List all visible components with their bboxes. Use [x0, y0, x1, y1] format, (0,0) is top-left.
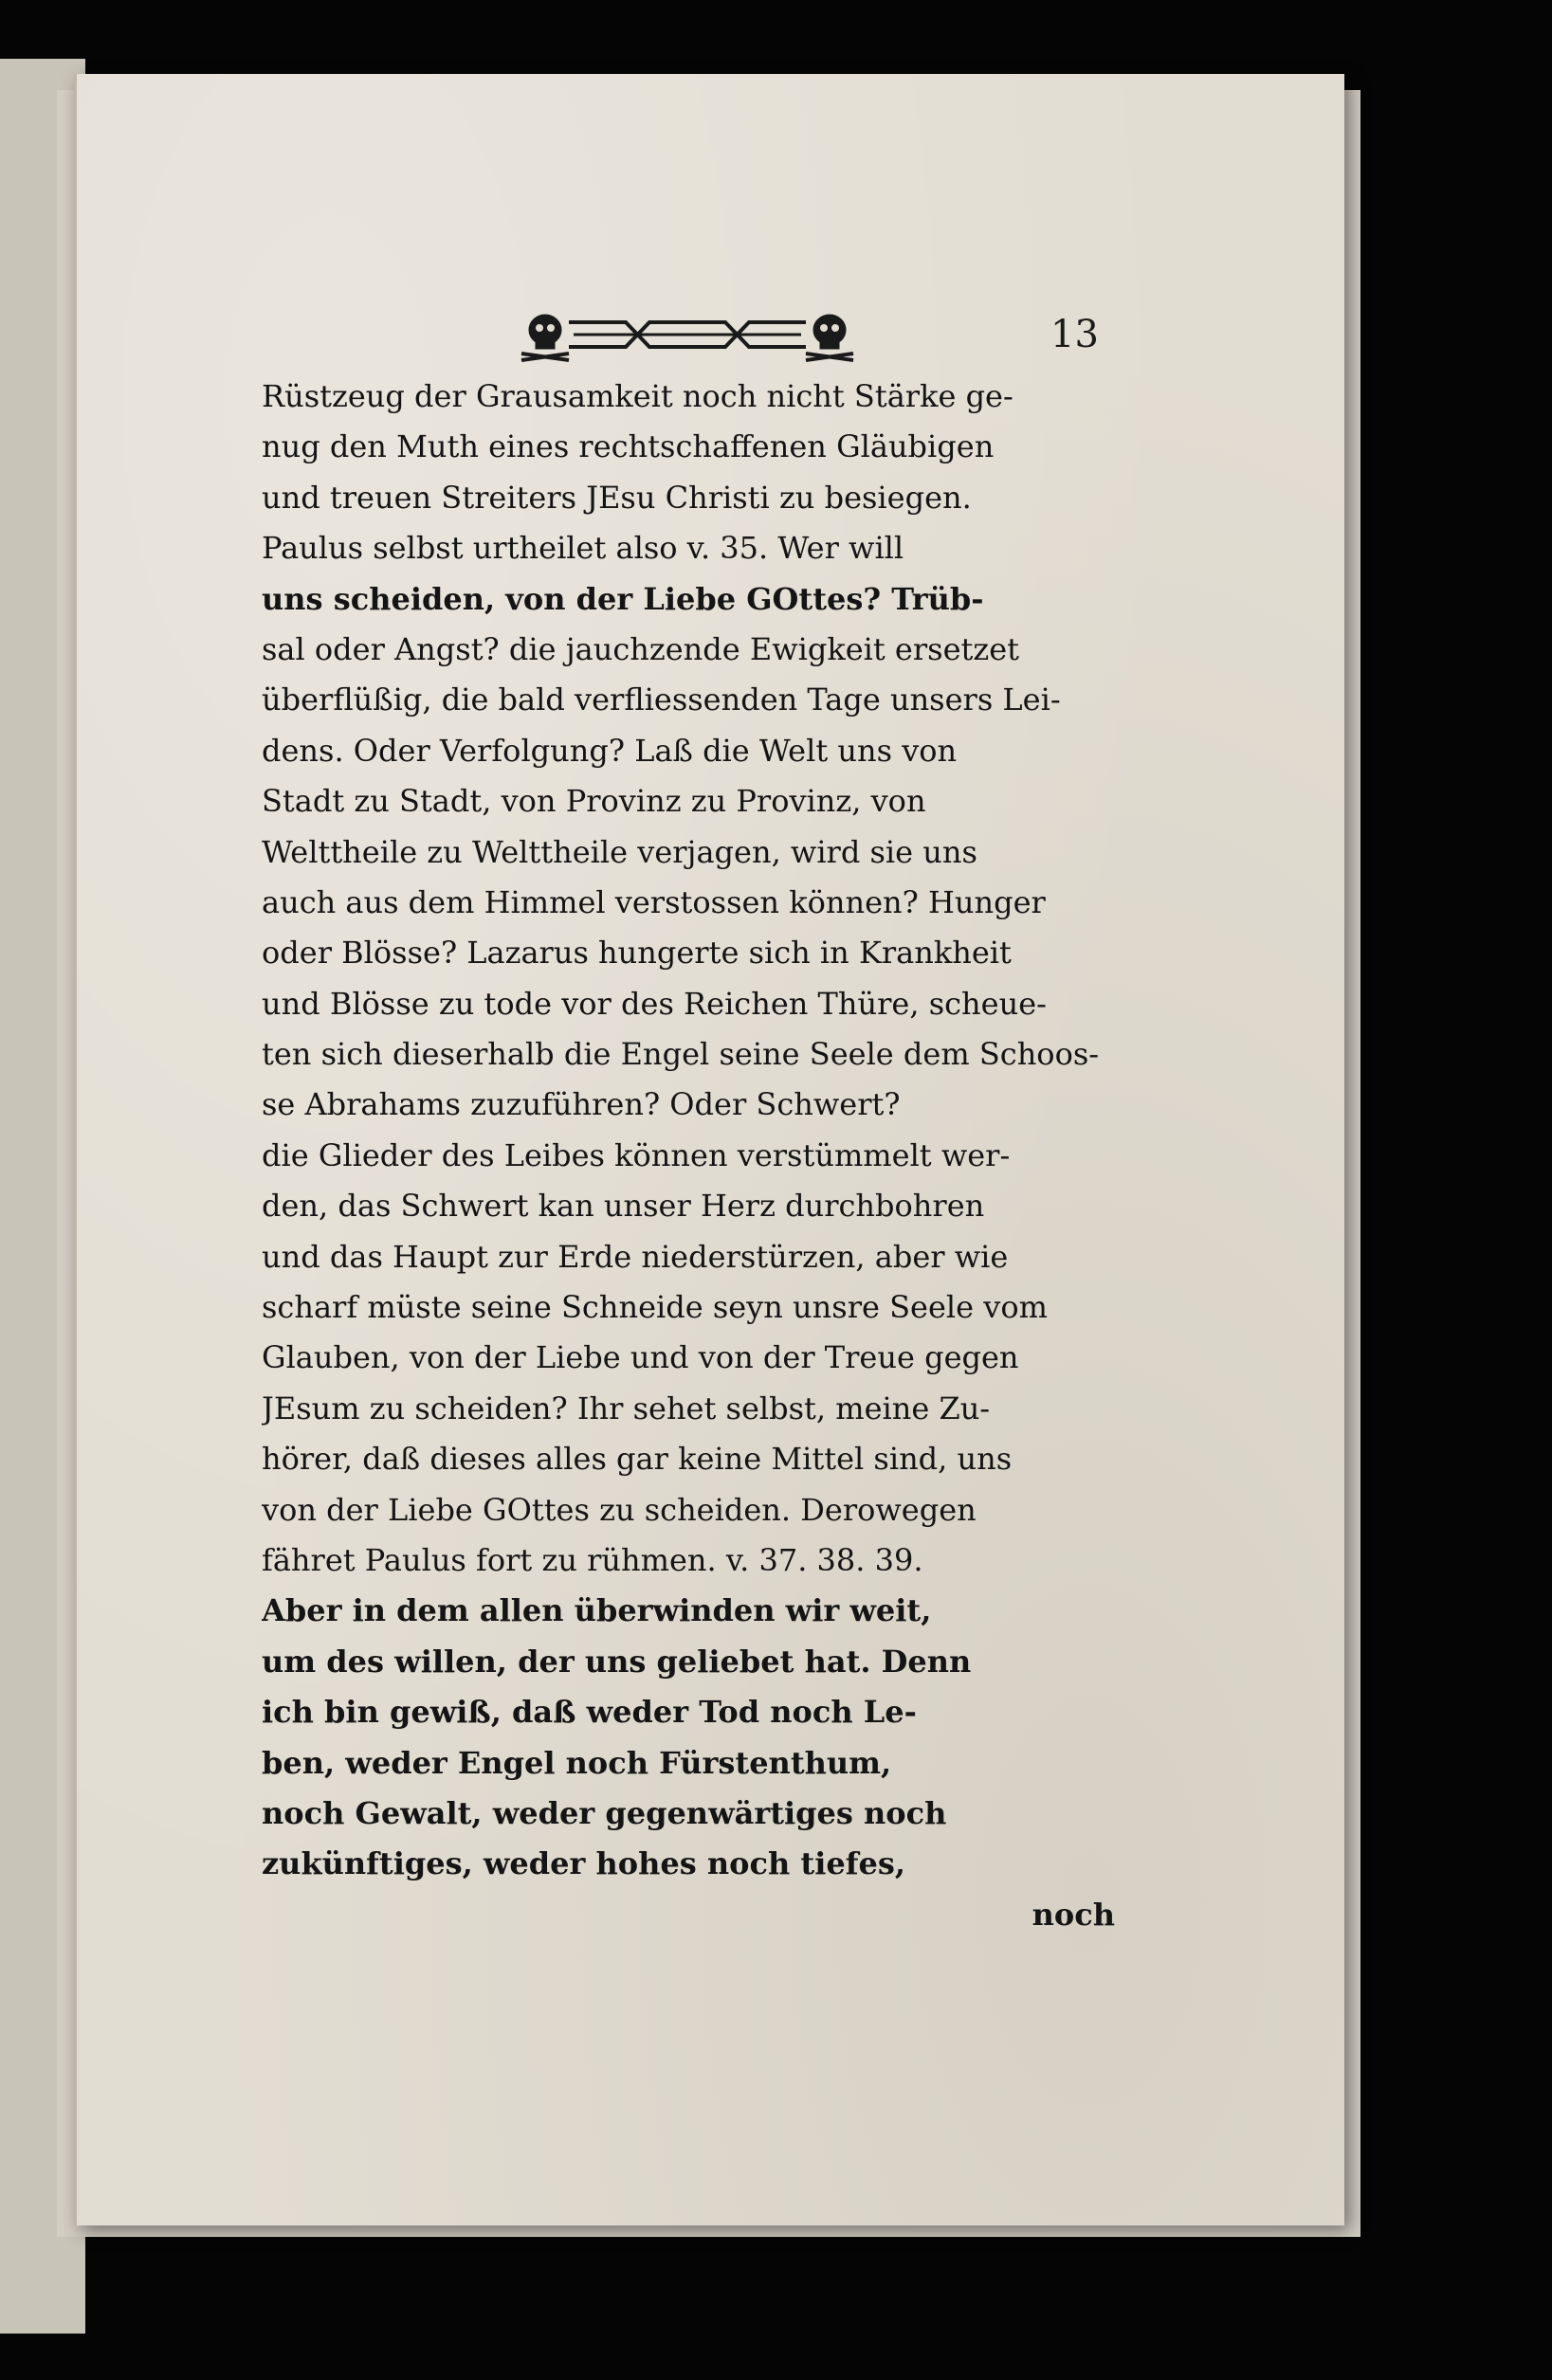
text-line: oder Blösse? Lazarus hungerte sich in Krankheit: [262, 935, 1012, 972]
text-line: hörer, daß dieses alles gar keine Mittel sind, uns: [262, 1441, 1013, 1478]
text-line: Paulus selbst urtheilet also v. 35. Wer will: [262, 530, 904, 567]
text-line: JEsum zu scheiden? Ihr sehet selbst, meine Zu-: [262, 1390, 991, 1426]
text-line: fähret Paulus fort zu rühmen. v. 37. 38. 39.: [262, 1541, 923, 1578]
text-line: überflüßig, die bald verfliessenden Tage unsers Lei-: [262, 681, 1061, 718]
text-line: und Blösse zu tode vor des Reichen Thüre, scheue-: [262, 985, 1047, 1022]
body-text: [262, 372, 1115, 1940]
text-line: uns scheiden, von der Liebe GOttes? Trüb-: [262, 580, 984, 617]
text-line: dens. Oder Verfolgung? Laß die Welt uns von: [262, 732, 958, 769]
text-line: den, das Schwert kan unser Herz durchbohren: [262, 1188, 985, 1225]
text-line: von der Liebe GOttes zu scheiden. Derowegen: [262, 1491, 977, 1528]
catchword: noch: [1032, 1896, 1115, 1933]
text-line: nug den Muth eines rechtschaffenen Gläubigen: [262, 428, 995, 465]
text-line: noch Gewalt, weder gegenwärtiges noch: [262, 1794, 947, 1831]
skull-and-crossbones-ornament-icon: [517, 301, 858, 368]
text-line: um des willen, der uns geliebet hat. Denn: [262, 1643, 972, 1680]
text-line: ten sich dieserhalb die Engel seine Seele dem Schoos-: [262, 1036, 1100, 1073]
text-line: se Abrahams zuzuführen? Oder Schwert?: [262, 1086, 901, 1123]
text-line: Rüstzeug der Grausamkeit noch nicht Stärke ge-: [262, 378, 1013, 414]
text-line: ben, weder Engel noch Fürstenthum,: [262, 1744, 892, 1781]
page-number: 13: [1050, 313, 1099, 356]
page-fold: [74, 74, 77, 2226]
text-line: und das Haupt zur Erde niederstürzen, aber wie: [262, 1238, 1009, 1275]
text-line: Welttheile zu Welttheile verjagen, wird sie uns: [262, 833, 977, 870]
text-line: Stadt zu Stadt, von Provinz zu Provinz, von: [262, 783, 926, 820]
text-line: und treuen Streiters JEsu Christi zu besiegen.: [262, 479, 972, 516]
text-line: Glauben, von der Liebe und von der Treue gegen: [262, 1339, 1019, 1376]
text-line: sal oder Angst? die jauchzende Ewigkeit ersetzet: [262, 630, 1020, 667]
text-line: scharf müste seine Schneide seyn unsre Seele vom: [262, 1289, 1048, 1326]
text-line: zukünftiges, weder hohes noch tiefes,: [262, 1845, 905, 1882]
text-line: die Glieder des Leibes können verstümmelt wer-: [262, 1136, 1011, 1173]
text-line: Aber in dem allen überwinden wir weit,: [262, 1592, 932, 1629]
text-line: ich bin gewiß, daß weder Tod noch Le-: [262, 1694, 917, 1731]
text-line: auch aus dem Himmel verstossen können? Hunger: [262, 883, 1046, 920]
